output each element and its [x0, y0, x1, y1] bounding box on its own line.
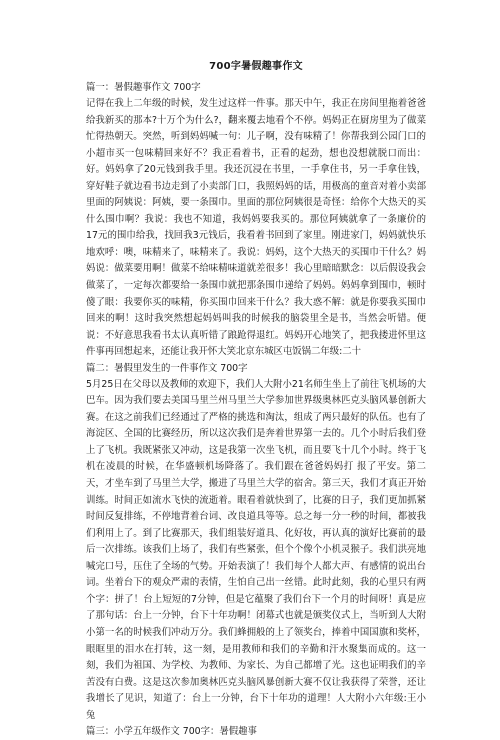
- section-3: [86, 724, 426, 740]
- section-heading: 篇一：暑假趣事作文 700字: [86, 82, 201, 93]
- section-body: 记得在我上二年级的时候，发生过这样一件事。那天中午，我正在房间里拖着爸爸给我新买的那本?十万个为什么?，翻来覆去地看个不停。妈妈正在厨房里为了做菜忙得热朝天。突然，听到妈妈喊一句：儿子啊，没有味精了！你帮我到公园门口的小超市买一包味精回来好不？我正看着书，正看的起劲，想也没想就脱口而出：好。妈妈拿了20元钱到我手里。我还沉浸在书里，一手拿住书，另一手拿住钱，穿好鞋子就边看书边走到了小卖部门口，我照妈妈的话，用极高的童音对着小卖部里面的阿姨说：阿姨，要一条围巾。里面的那位阿姨很是奇怪：给你个大热天的买什么围巾啊？我说：我也不知道，我妈妈要我买的。那位阿姨就拿了一条廉价的17元的围巾给我，找回我3元钱后，我看着书回到了家里。刚进家门，妈妈就快乐地欢呼：噢，味精来了，味精来了。我说：妈妈，这个大热天的买围巾干什么？妈妈说：做菜要用啊！做菜不给味精味道就差很多！我心里暗暗默念：以后假设我会做菜了，一定每次都要给一条围巾就把那条围巾递给了妈妈。妈妈拿到围巾，顿时傻了眼：我要你买的味精，你买围巾回来干什么？我大惑不解：就是你要我买围巾回来的啊！这时我突然想起妈妈叫我的时候我的脑袋里全是书，当然会听错。便说：不好意思我看书太认真听错了踉跄得退红。妈妈开心地笑了，把我搂进怀里这件事再回想起来，还能让我开怀大笑北京东城区屯饭锅二年级:二十: [86, 98, 426, 358]
- section-heading: 篇二：暑假里发生的一件事作文 700字: [86, 362, 248, 374]
- document-title: 700字暑假趣事作文: [209, 61, 303, 72]
- section-body: 5月25日在父母以及教师的欢迎下，我们人大附小21名师生坐上了前往飞机场的大巴车。因为我们要去美国马里兰州马里兰大学参加世界级奥林匹克头脑风暴创新大赛。在这之前我们已经通过了严格的挑选和淘汰，组成了两只最好的队伍。也有了海淀区、全国的比赛经历，所以这次我们是奔着世界第一去的。几个小时后我们登上了飞机。我既紧张又冲动，这是我第一次坐飞机，而且要飞十几个小时。终于飞机在凌晨的时候，在华盛顿机场降落了。我们跟在爸爸妈妈打 报了平安。第二天，才坐车到了马里兰大学，搬进了马里兰大学的宿舍。第三天，我们才真正开始训练。时间正如流水飞快的流逝着。眼看着就快到了，比赛的日子，我们更加抓紧时间反复排练，不停地背着台词、改良道具等等。总之每一分一秒的时间，都被我们利用上了。到了比赛那天，我们组装好道具、化好妆，再认真的演好比赛前的最后一次排练。该我们上场了，我们有些紧张，但个个像个小机灵猴子。我们洪亮地喊完口号，压住了全场的气势。开始表演了！我们每个人都大声、有感情的说出台词。坐着台下的观众严肃的表情，生怕自己出一丝错。此时此刻，我的心里只有两个字：拼了！台上短短的7分钟，但是它蕴聚了我们台下一个月的时间呀！真是应了那句话：台上一分钟，台下十年功啊！闭幕式也就是颁奖仪式上，当听到人大附小第一名的时候我们冲动万分。我们蜂拥般的上了领奖台，捧着中国国旗和奖杯，眼眶里的泪水在打转，这一刻，是用教师和我们的辛勤和汗水聚集而成的。这一刻，我们为祖国、为学校、为教师、为家长、为自己都增了光。这也证明我们的辛苦没有白费。这是这次参加奥林匹克头脑风暴创新大赛不仅让我获得了荣誉，还让我增长了见识，知道了：台上一分钟，台下十年功的道理！人大附小六年级:王小兔: [86, 378, 426, 721]
- section-1: [86, 80, 426, 361]
- section-2: [86, 361, 426, 724]
- section-heading: 篇三：小学五年级作文 700字：暑假趣事: [86, 726, 257, 738]
